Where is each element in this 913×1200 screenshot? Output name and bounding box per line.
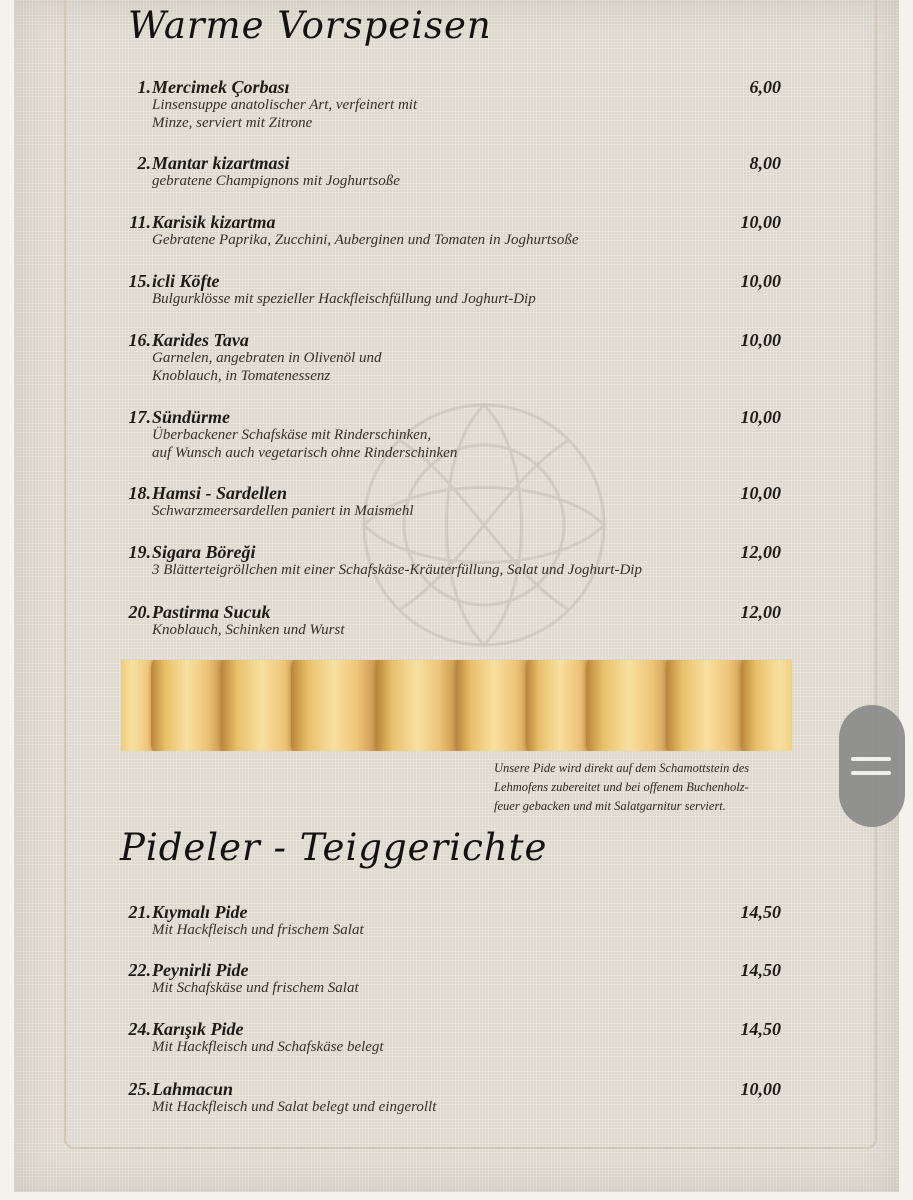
- menu-item-header: [120, 153, 785, 175]
- item-name: Peynirli Pide: [152, 960, 249, 980]
- item-number: 20.: [128, 602, 151, 622]
- item-price: 14,50: [740, 1019, 781, 1039]
- menu-item-header: [120, 77, 785, 99]
- item-number: 15.: [128, 271, 151, 291]
- menu-item: [120, 542, 785, 579]
- item-name: Sigara Böreği: [152, 542, 256, 562]
- menu-item: [120, 271, 785, 308]
- item-description-line: Schwarzmeersardellen paniert in Maismehl: [152, 503, 414, 519]
- caption-line: Unsere Pide wird direkt auf dem Schamottstein des: [494, 761, 750, 775]
- item-price: 10,00: [740, 330, 781, 350]
- section-title-pideler: Pideler - Teiggerichte: [120, 826, 548, 869]
- menu-item-header: [120, 212, 785, 234]
- item-price: 12,00: [740, 542, 781, 562]
- item-description-line: Mit Hackfleisch und Salat belegt und eingerollt: [152, 1099, 437, 1115]
- item-price: 14,50: [740, 960, 781, 980]
- item-number: 11.: [129, 212, 151, 232]
- item-description-line: Knoblauch, in Tomatenessenz: [152, 368, 331, 384]
- item-name: Kıymalı Pide: [152, 902, 248, 922]
- item-price: 6,00: [749, 77, 781, 97]
- item-name: Pastirma Sucuk: [152, 602, 271, 622]
- item-number: 24.: [128, 1019, 151, 1039]
- item-description-line: Garnelen, angebraten in Olivenöl und: [152, 350, 382, 366]
- menu-item-header: [120, 407, 785, 429]
- menu-item: [120, 960, 785, 997]
- item-description-line: 3 Blätterteigröllchen mit einer Schafskäse-Kräuterfüllung, Salat und Joghurt-Dip: [152, 562, 642, 578]
- menu-handle-button[interactable]: [839, 705, 905, 827]
- menu-item-header: [120, 1019, 785, 1041]
- item-description-line: Linsensuppe anatolischer Art, verfeinert mit: [152, 97, 418, 113]
- item-description-line: Bulgurklösse mit spezieller Hackfleischfüllung und Joghurt-Dip: [152, 291, 536, 307]
- menu-item-header: [120, 542, 785, 564]
- item-number: 21.: [128, 902, 151, 922]
- item-name: Hamsi - Sardellen: [152, 483, 288, 503]
- item-description-line: Überbackener Schafskäse mit Rinderschinken,: [152, 427, 432, 443]
- sigara-boregi-photo: [121, 660, 792, 751]
- item-name: icli Köfte: [152, 271, 220, 291]
- menu-handle-icon: [851, 757, 891, 761]
- menu-item: [120, 1079, 785, 1116]
- item-description-line: Knoblauch, Schinken und Wurst: [152, 622, 345, 638]
- menu-item-header: [120, 960, 785, 982]
- item-number: 18.: [128, 483, 151, 503]
- item-number: 22.: [128, 960, 151, 980]
- item-price: 12,00: [740, 602, 781, 622]
- menu-item-header: [120, 602, 785, 624]
- pide-caption: [494, 759, 804, 816]
- item-description-line: Mit Hackfleisch und frischem Salat: [152, 922, 364, 938]
- menu-item: [120, 902, 785, 939]
- item-description: [152, 96, 752, 132]
- item-description: [152, 349, 752, 385]
- item-description-line: auf Wunsch auch vegetarisch ohne Rinderschinken: [152, 445, 458, 461]
- menu-item-header: [120, 483, 785, 505]
- item-description-line: Mit Hackfleisch und Schafskäse belegt: [152, 1039, 384, 1055]
- item-price: 10,00: [740, 212, 781, 232]
- item-name: Mercimek Çorbası: [152, 77, 290, 97]
- item-number: 16.: [128, 330, 151, 350]
- menu-item-header: [120, 330, 785, 352]
- item-name: Lahmacun: [152, 1079, 234, 1099]
- menu-item: [120, 602, 785, 639]
- item-price: 10,00: [740, 483, 781, 503]
- item-name: Sündürme: [152, 407, 231, 427]
- item-name: Karışık Pide: [152, 1019, 244, 1039]
- menu-item: [120, 1019, 785, 1056]
- item-name: Karisik kizartma: [152, 212, 276, 232]
- item-description-line: Gebratene Paprika, Zucchini, Auberginen und Tomaten in Joghurtsoße: [152, 232, 579, 248]
- item-price: 10,00: [740, 1079, 781, 1099]
- item-name: Karides Tava: [152, 330, 249, 350]
- menu-item: [120, 153, 785, 190]
- item-number: 1.: [137, 77, 151, 97]
- item-name: Mantar kizartmasi: [152, 153, 290, 173]
- item-number: 17.: [128, 407, 151, 427]
- menu-item: [120, 77, 785, 132]
- menu-item: [120, 330, 785, 385]
- menu-handle-icon: [851, 771, 891, 775]
- caption-line: Lehmofens zubereitet und bei offenem Buchenholz-: [494, 780, 749, 794]
- item-description-line: gebratene Champignons mit Joghurtsoße: [152, 173, 400, 189]
- menu-item: [120, 212, 785, 249]
- item-number: 2.: [137, 153, 151, 173]
- item-price: 14,50: [740, 902, 781, 922]
- section-title-warme-vorspeisen: Warme Vorspeisen: [128, 4, 492, 47]
- item-price: 10,00: [740, 271, 781, 291]
- item-price: 8,00: [749, 153, 781, 173]
- item-price: 10,00: [740, 407, 781, 427]
- menu-item-header: [120, 271, 785, 293]
- item-description-line: Minze, serviert mit Zitrone: [152, 115, 313, 131]
- menu-item: [120, 483, 785, 520]
- menu-item-header: [120, 1079, 785, 1101]
- menu-item-header: [120, 902, 785, 924]
- caption-line: feuer gebacken und mit Salatgarnitur serviert.: [494, 799, 726, 813]
- item-number: 19.: [128, 542, 151, 562]
- item-description-line: Mit Schafskäse und frischem Salat: [152, 980, 359, 996]
- item-number: 25.: [128, 1079, 151, 1099]
- item-description: [152, 426, 752, 462]
- menu-item: [120, 407, 785, 462]
